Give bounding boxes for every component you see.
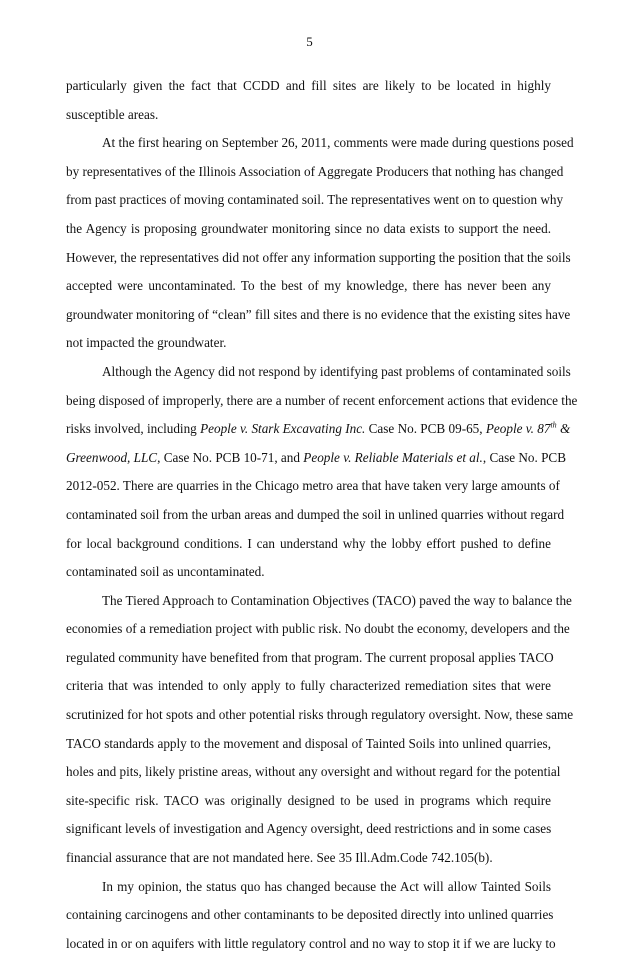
text-line: groundwater monitoring of “clean” fill sites and there is no evidence that the existing sites have (66, 306, 571, 322)
case-citation: People v. 87 (485, 421, 551, 437)
text-line: criteria that was intended to only apply to fully characterized remediation sites that were (66, 678, 551, 694)
text-line: the Agency is proposing groundwater monitoring since no data exists to support the need. (66, 220, 551, 236)
text-line: significant levels of investigation and Agency oversight, deed restrictions and in some cases (66, 821, 552, 837)
text-line: for local background conditions. I can understand why the lobby effort pushed to define (66, 535, 551, 551)
paragraph (66, 587, 574, 873)
paragraph (66, 129, 574, 358)
case-citation: People v. Reliable Materials et al. (303, 449, 483, 465)
document-body (66, 72, 578, 958)
text-segment: , Case No. PCB (482, 449, 567, 465)
text-line: containing carcinogens and other contaminants to be deposited directly into unlined quarries (66, 907, 554, 923)
paragraph (66, 358, 578, 587)
text-line: contaminated soil from the urban areas and dumped the soil in unlined quarries without regard (66, 506, 565, 522)
text-line: scrutinized for hot spots and other potential risks through regulatory oversight. Now, these same (66, 707, 574, 723)
case-citation: & (556, 421, 571, 437)
text-line: by representatives of the Illinois Association of Aggregate Producers that nothing has changed (66, 163, 564, 179)
text-line: However, the representatives did not offer any information supporting the position that the soils (66, 249, 571, 265)
text-segment: risks involved, including (66, 421, 201, 437)
text-line (66, 444, 567, 473)
text-line: susceptible areas. (66, 106, 159, 122)
paragraph (66, 72, 551, 129)
text-line: regulated community have benefited from that program. The current proposal applies TACO (66, 649, 554, 665)
text-line: Although the Agency did not respond by identifying past problems of contaminated soils (102, 363, 571, 379)
superscript: th (550, 420, 557, 430)
text-line: holes and pits, likely pristine areas, without any oversight and without regard for the potential (66, 764, 561, 780)
text-line: accepted were uncontaminated. To the best of my knowledge, there has never been any (66, 278, 551, 294)
text-segment: Case No. PCB 09-65, (365, 421, 486, 437)
text-line: particularly given the fact that CCDD and fill sites are likely to be located in highly (66, 78, 551, 93)
text-line: from past practices of moving contaminated soil. The representatives went on to question why (66, 192, 564, 208)
text-line: 2012-052. There are quarries in the Chicago metro area that have taken very large amounts of (66, 478, 560, 494)
text-line: TACO standards apply to the movement and disposal of Tainted Soils into unlined quarries, (66, 735, 551, 751)
text-line: contaminated soil as uncontaminated. (66, 564, 265, 580)
text-line (66, 415, 571, 444)
text-segment: , Case No. PCB 10-71, and (157, 449, 304, 465)
text-line: financial assurance that are not mandated here. See 35 Ill.Adm.Code 742.105(b). (66, 850, 493, 866)
text-line: not impacted the groundwater. (66, 335, 227, 351)
page-number: 5 (306, 34, 313, 49)
text-line: The Tiered Approach to Contamination Objectives (TACO) paved the way to balance the (102, 592, 572, 608)
text-line: In my opinion, the status quo has changed because the Act will allow Tainted Soils (102, 878, 551, 894)
text-line: located in or on aquifers with little regulatory control and no way to stop it if we are lucky to (66, 935, 556, 951)
text-line: being disposed of improperly, there are a number of recent enforcement actions that evidence the (66, 392, 578, 408)
text-line: At the first hearing on September 26, 2011, comments were made during questions posed (102, 135, 574, 151)
paragraph (66, 873, 556, 958)
case-citation: People v. Stark Excavating Inc. (200, 421, 366, 437)
case-citation: Greenwood, LLC (66, 449, 158, 465)
text-line: economies of a remediation project with public risk. No doubt the economy, developers and the (66, 621, 570, 637)
text-line: site-specific risk. TACO was originally designed to be used in programs which require (66, 792, 551, 808)
